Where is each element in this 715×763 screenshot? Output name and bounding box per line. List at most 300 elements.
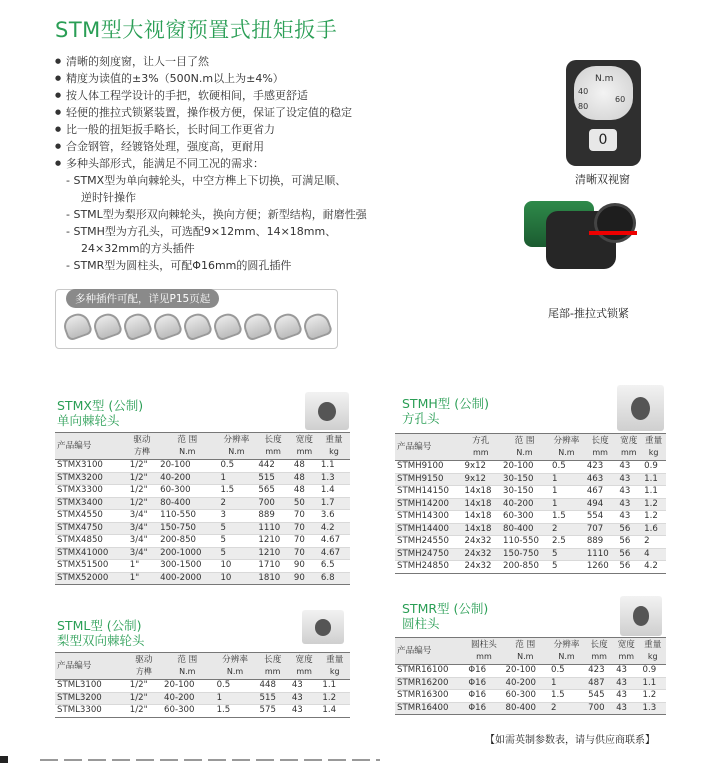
table-cell: 43 (616, 461, 641, 474)
table-cell: 1" (127, 572, 157, 585)
column-unit: kg (329, 667, 340, 676)
column-header (255, 433, 291, 460)
column-unit: N.m (226, 667, 244, 676)
table-cell: 200-850 (500, 561, 549, 574)
table-cell: 3 (217, 510, 255, 523)
table-cell: STMH14300 (395, 511, 462, 524)
table-cell: STML3200 (55, 692, 127, 705)
column-unit: mm (264, 667, 281, 676)
table-cell: 1.1 (641, 473, 666, 486)
table-cell: 1110 (255, 522, 291, 535)
table-cell: 1.5 (549, 511, 584, 524)
table-cell: 30-150 (500, 473, 549, 486)
table-cell: 463 (584, 473, 617, 486)
column-unit: N.m (228, 447, 245, 456)
table-row (395, 523, 666, 536)
table-cell: 1.1 (641, 486, 666, 499)
table-row (55, 535, 350, 548)
table-cell: 494 (584, 498, 617, 511)
table-cell: 40-200 (157, 472, 217, 485)
column-header (318, 433, 350, 460)
table-cell: 515 (255, 472, 291, 485)
table-cell: 43 (616, 486, 641, 499)
feature-subitem: - STMH型为方孔头，可选配9×12mm、14×18mm、 (66, 225, 337, 238)
table-cell: 5 (217, 547, 255, 560)
table-cell: 448 (257, 680, 289, 693)
table-cell: 700 (255, 497, 291, 510)
table-cell: 40-200 (161, 692, 214, 705)
table-row (55, 572, 350, 585)
feature-subitem: - STMX型为单向棘轮头，中空方榫上下切换，可满足顺、 (66, 174, 347, 187)
column-header (319, 653, 350, 680)
table-cell: 0.5 (217, 460, 255, 473)
table-cell: STMH14400 (395, 523, 462, 536)
table-cell: 1.1 (319, 680, 350, 693)
column-label: 重量 (326, 655, 344, 665)
table-cell: 1/2" (127, 460, 157, 473)
table-cell: 56 (616, 548, 641, 561)
direction-arrow-icon (589, 231, 637, 235)
table-cell: STMX52000 (55, 572, 127, 585)
column-label: 范 围 (515, 640, 536, 650)
ratchet-head-image (305, 392, 349, 430)
feature-item: ● 合金钢管，经镀铬处理，强度高，更耐用 (55, 138, 435, 155)
table-cell: STML3300 (55, 705, 127, 718)
table-cell: 3/4" (127, 522, 157, 535)
column-unit: mm (472, 448, 489, 457)
table-cell: 4.2 (641, 561, 666, 574)
column-header (465, 638, 502, 665)
table-cell: 1.3 (640, 702, 666, 715)
feature-subitem: 逆时针操作 (81, 191, 136, 204)
stml-title: STML型 (公制) (57, 618, 142, 633)
table-cell: 0.5 (214, 680, 257, 693)
table-cell: 43 (616, 498, 641, 511)
column-header (257, 653, 289, 680)
column-label: 重量 (325, 435, 343, 445)
table-cell: 1.2 (641, 511, 666, 524)
table-cell: 4.67 (318, 535, 350, 548)
table-cell: 90 (291, 560, 318, 573)
table-cell: 14x18 (462, 511, 501, 524)
column-label: 重量 (644, 436, 663, 446)
dial-tick: 40 (578, 87, 589, 96)
table-cell: 1/2" (127, 472, 157, 485)
table-cell: 70 (291, 522, 318, 535)
column-label: 重量 (644, 640, 662, 650)
table-cell: STMX4850 (55, 535, 127, 548)
table-cell: 3/4" (127, 510, 157, 523)
table-cell: STMH24550 (395, 536, 462, 549)
table-row (55, 692, 350, 705)
table-cell: 24x32 (462, 561, 501, 574)
feature-item: ● 清晰的刻度窗，让人一目了然 (55, 53, 435, 70)
table-cell: 1.5 (214, 705, 257, 718)
table-cell: STMR16200 (395, 677, 465, 690)
table-cell: 43 (613, 702, 639, 715)
table-cell: 10 (217, 560, 255, 573)
footer-mark (0, 756, 8, 763)
column-label: 范 围 (514, 436, 535, 446)
table-row (55, 472, 350, 485)
column-header (616, 434, 641, 461)
table-cell: 43 (289, 705, 320, 718)
table-cell: 60-300 (503, 690, 548, 703)
feature-item: ● 轻便的推拉式锁紧装置，操作极方便，保证了设定值的稳定 (55, 104, 435, 121)
table-row (395, 677, 666, 690)
stmh-table (395, 433, 666, 574)
table-cell: 1.5 (548, 690, 585, 703)
stmx-heading (57, 398, 143, 428)
table-cell: 575 (257, 705, 289, 718)
column-label: 分辨率 (222, 655, 248, 665)
table-cell: 1.4 (319, 705, 350, 718)
table-row (395, 702, 666, 715)
table-cell: 3/4" (127, 547, 157, 560)
table-cell: STMX3200 (55, 472, 127, 485)
table-cell: 20-100 (157, 460, 217, 473)
table-cell: 1 (217, 472, 255, 485)
table-row (55, 680, 350, 693)
table-cell: 889 (584, 536, 617, 549)
table-cell: 80-400 (500, 523, 549, 536)
table-cell: 80-400 (157, 497, 217, 510)
dial-unit: N.m (595, 74, 614, 84)
table-cell: 24x32 (462, 548, 501, 561)
table-cell: 24x32 (462, 536, 501, 549)
table-cell: 1.2 (319, 692, 350, 705)
table-cell: 1.2 (641, 498, 666, 511)
table-cell: STMX4550 (55, 510, 127, 523)
table-cell: 5 (217, 535, 255, 548)
column-unit: mm (265, 447, 281, 456)
stmx-subtitle: 单向棘轮头 (57, 413, 120, 428)
table-cell: 48 (291, 460, 318, 473)
table-cell: STMH14150 (395, 486, 462, 499)
push-pull-lock-photo (524, 183, 642, 288)
table-row (55, 510, 350, 523)
table-cell: 20-100 (161, 680, 214, 693)
column-label: 宽度 (295, 435, 313, 445)
table-cell: 1.5 (217, 485, 255, 498)
column-header (55, 433, 127, 460)
column-label: 产品编号 (397, 442, 432, 452)
column-unit: kg (329, 447, 339, 456)
column-label: 宽度 (617, 640, 635, 650)
table-cell: 3/4" (127, 535, 157, 548)
counter-window: 0 (589, 129, 617, 151)
table-cell: 9x12 (462, 461, 501, 474)
table-cell: 2 (548, 702, 585, 715)
column-label: 圆柱头 (471, 640, 497, 650)
column-unit: kg (647, 652, 658, 661)
table-cell: 1210 (255, 547, 291, 560)
table-cell: 6.5 (318, 560, 350, 573)
table-row (395, 473, 666, 486)
plugin-icon (301, 310, 334, 341)
table-cell: STMR16300 (395, 690, 465, 703)
table-cell: 565 (255, 485, 291, 498)
table-cell: 70 (291, 547, 318, 560)
cylinder-head-image (620, 596, 662, 636)
column-header (503, 638, 548, 665)
table-cell: 200-850 (157, 535, 217, 548)
scale-dial (574, 66, 633, 120)
table-cell: 50 (291, 497, 318, 510)
table-cell: 200-1000 (157, 547, 217, 560)
table-cell: 30-150 (500, 486, 549, 499)
table-cell: 442 (255, 460, 291, 473)
table-cell: 487 (585, 677, 613, 690)
table-cell: 5 (549, 548, 584, 561)
table-cell: 400-2000 (157, 572, 217, 585)
table-cell: STMX41000 (55, 547, 127, 560)
table-cell: 2 (641, 536, 666, 549)
column-label: 产品编号 (57, 661, 92, 671)
table-cell: Φ16 (465, 665, 502, 678)
dual-window-photo (566, 60, 641, 166)
table-cell: 110-550 (157, 510, 217, 523)
table-cell: 40-200 (503, 677, 548, 690)
column-label: 分辨率 (223, 435, 250, 445)
lock-knob (594, 203, 636, 243)
table-cell: 150-750 (500, 548, 549, 561)
table-cell: 1 (549, 498, 584, 511)
table-cell: STMX3400 (55, 497, 127, 510)
table-cell: 43 (616, 473, 641, 486)
table-cell: 4.67 (318, 547, 350, 560)
table-cell: 467 (584, 486, 617, 499)
feature-item: ● 比一般的扭矩扳手略长，长时间工作更省力 (55, 121, 435, 138)
table-cell: STMH14200 (395, 498, 462, 511)
column-label: 长度 (590, 640, 608, 650)
table-cell: STMH9150 (395, 473, 462, 486)
table-cell: STMX4750 (55, 522, 127, 535)
table-cell: 60-300 (500, 511, 549, 524)
table-cell: 20-100 (503, 665, 548, 678)
stmh-subtitle: 方孔头 (402, 411, 440, 426)
table-cell: 40-200 (500, 498, 549, 511)
stmr-table (395, 637, 666, 715)
table-row (395, 498, 666, 511)
table-cell: 43 (616, 511, 641, 524)
table-row (395, 486, 666, 499)
table-cell: 14x18 (462, 523, 501, 536)
stmr-title: STMR型 (公制) (402, 601, 489, 616)
column-header (395, 638, 465, 665)
table-cell: STML3100 (55, 680, 127, 693)
plugin-icon (61, 310, 94, 341)
table-row (55, 497, 350, 510)
table-cell: 5 (217, 522, 255, 535)
column-unit: N.m (517, 652, 534, 661)
table-cell: STMH24750 (395, 548, 462, 561)
table-cell: 14x18 (462, 486, 501, 499)
stmx-title: STMX型 (公制) (57, 398, 144, 413)
column-label: 分辨率 (553, 436, 580, 446)
table-cell: 43 (289, 692, 320, 705)
table-cell: 48 (291, 485, 318, 498)
column-label: 长度 (264, 655, 282, 665)
column-label: 范 围 (177, 435, 198, 445)
table-cell: 43 (613, 665, 639, 678)
column-unit: mm (476, 652, 492, 661)
column-unit: N.m (179, 667, 196, 676)
plugin-icon (271, 310, 304, 341)
column-label: 驱动 (135, 655, 153, 665)
column-header (55, 653, 127, 680)
table-cell: 1/2" (127, 705, 161, 718)
table-cell: 60-300 (157, 485, 217, 498)
column-header (127, 653, 161, 680)
dial-tick: 80 (578, 102, 589, 111)
table-cell: 554 (584, 511, 617, 524)
table-row (395, 511, 666, 524)
table-cell: 2 (549, 523, 584, 536)
stml-subtitle: 梨型双向棘轮头 (57, 633, 145, 648)
feature-subitem: - STMR型为圆柱头，可配Φ16mm的圆孔插件 (66, 259, 292, 272)
table-cell: 1 (214, 692, 257, 705)
table-cell: 110-550 (500, 536, 549, 549)
push-pull-lock-caption: 尾部-推拉式锁紧 (548, 307, 629, 320)
table-row (55, 460, 350, 473)
column-unit: 方榫 (133, 447, 150, 456)
table-cell: 1.2 (640, 690, 666, 703)
column-label: 产品编号 (397, 646, 432, 656)
table-cell: 2.5 (549, 536, 584, 549)
column-label: 长度 (591, 436, 609, 446)
table-cell: 0.5 (549, 461, 584, 474)
table-row (55, 522, 350, 535)
table-row (55, 547, 350, 560)
table-cell: 1.3 (318, 472, 350, 485)
table-cell: 90 (291, 572, 318, 585)
table-cell: 56 (616, 561, 641, 574)
feature-subitem: - STML型为梨形双向棘轮头，换向方便；新型结构，耐磨性强 (66, 208, 367, 221)
stmr-heading (402, 601, 488, 631)
table-cell: STMX3300 (55, 485, 127, 498)
column-label: 宽度 (620, 436, 638, 446)
table-cell: 4 (641, 548, 666, 561)
column-unit: mm (591, 652, 607, 661)
dual-window-caption: 清晰双视窗 (575, 173, 630, 186)
column-unit: mm (296, 447, 313, 456)
table-cell: STMX51500 (55, 560, 127, 573)
table-row (395, 690, 666, 703)
plugin-icon (151, 310, 184, 341)
table-cell: 70 (291, 535, 318, 548)
column-unit: N.m (516, 448, 533, 457)
stmr-subtitle: 圆柱头 (402, 616, 440, 631)
feature-item: ● 多种头部形式，能满足不同工况的需求： (55, 155, 435, 172)
table-cell: 0.5 (548, 665, 585, 678)
table-cell: 43 (613, 677, 639, 690)
column-label: 长度 (264, 435, 282, 445)
column-header (214, 653, 257, 680)
table-cell: Φ16 (465, 677, 502, 690)
table-cell: 6.8 (318, 572, 350, 585)
table-cell: 1/2" (127, 692, 161, 705)
plugin-panel (55, 289, 338, 349)
column-header (217, 433, 255, 460)
table-cell: 889 (255, 510, 291, 523)
table-cell: STMH9100 (395, 461, 462, 474)
table-cell: Φ16 (465, 690, 502, 703)
dial-tick: 60 (615, 95, 626, 104)
page-footer (0, 756, 715, 763)
column-unit: N.m (179, 447, 196, 456)
column-label: 宽度 (295, 655, 313, 665)
feature-item: ● 按人体工程学设计的手把，软硬相间，手感更舒适 (55, 87, 435, 104)
plugin-label: 多种插件可配，详见P15页起 (66, 289, 219, 308)
square-head-image (617, 385, 664, 431)
column-unit: N.m (558, 652, 575, 661)
table-cell: 1 (548, 677, 585, 690)
column-unit: mm (296, 667, 312, 676)
footer-line (40, 759, 380, 761)
feature-item: ● 精度为读值的±3%（500N.m以上为±4%） (55, 70, 435, 87)
table-cell: 700 (585, 702, 613, 715)
table-cell: 1 (549, 473, 584, 486)
table-cell: 43 (289, 680, 320, 693)
table-cell: 2 (217, 497, 255, 510)
table-row (395, 461, 666, 474)
column-header (641, 434, 666, 461)
table-cell: 1210 (255, 535, 291, 548)
column-label: 分辨率 (553, 640, 580, 650)
column-header (157, 433, 217, 460)
plugin-icons (64, 314, 330, 338)
table-cell: 545 (585, 690, 613, 703)
table-cell: 1810 (255, 572, 291, 585)
column-header (613, 638, 639, 665)
plugin-icon (181, 310, 214, 341)
imperial-note: 【如需英制参数表，请与供应商联系】 (485, 735, 655, 746)
column-header (289, 653, 320, 680)
table-row (395, 536, 666, 549)
table-cell: 423 (584, 461, 617, 474)
table-cell: 1" (127, 560, 157, 573)
table-row (395, 665, 666, 678)
table-cell: 3.6 (318, 510, 350, 523)
feature-list (55, 53, 435, 274)
column-header (291, 433, 318, 460)
table-row (395, 548, 666, 561)
table-cell: 0.9 (640, 665, 666, 678)
table-cell: 1/2" (127, 485, 157, 498)
column-label: 范 围 (177, 655, 198, 665)
table-cell: 1 (549, 486, 584, 499)
table-cell: 707 (584, 523, 617, 536)
column-header (585, 638, 613, 665)
table-cell: 20-100 (500, 461, 549, 474)
column-header (462, 434, 501, 461)
table-cell: 1.4 (318, 485, 350, 498)
table-cell: 150-750 (157, 522, 217, 535)
table-row (395, 561, 666, 574)
stmh-title: STMH型 (公制) (402, 396, 489, 411)
table-cell: 56 (616, 536, 641, 549)
column-unit: mm (592, 448, 608, 457)
plugin-icon (211, 310, 244, 341)
table-cell: 1.1 (640, 677, 666, 690)
table-cell: 1710 (255, 560, 291, 573)
table-cell: 1260 (584, 561, 617, 574)
table-cell: 1/2" (127, 680, 161, 693)
column-header (584, 434, 617, 461)
column-unit: N.m (558, 448, 575, 457)
table-cell: 515 (257, 692, 289, 705)
